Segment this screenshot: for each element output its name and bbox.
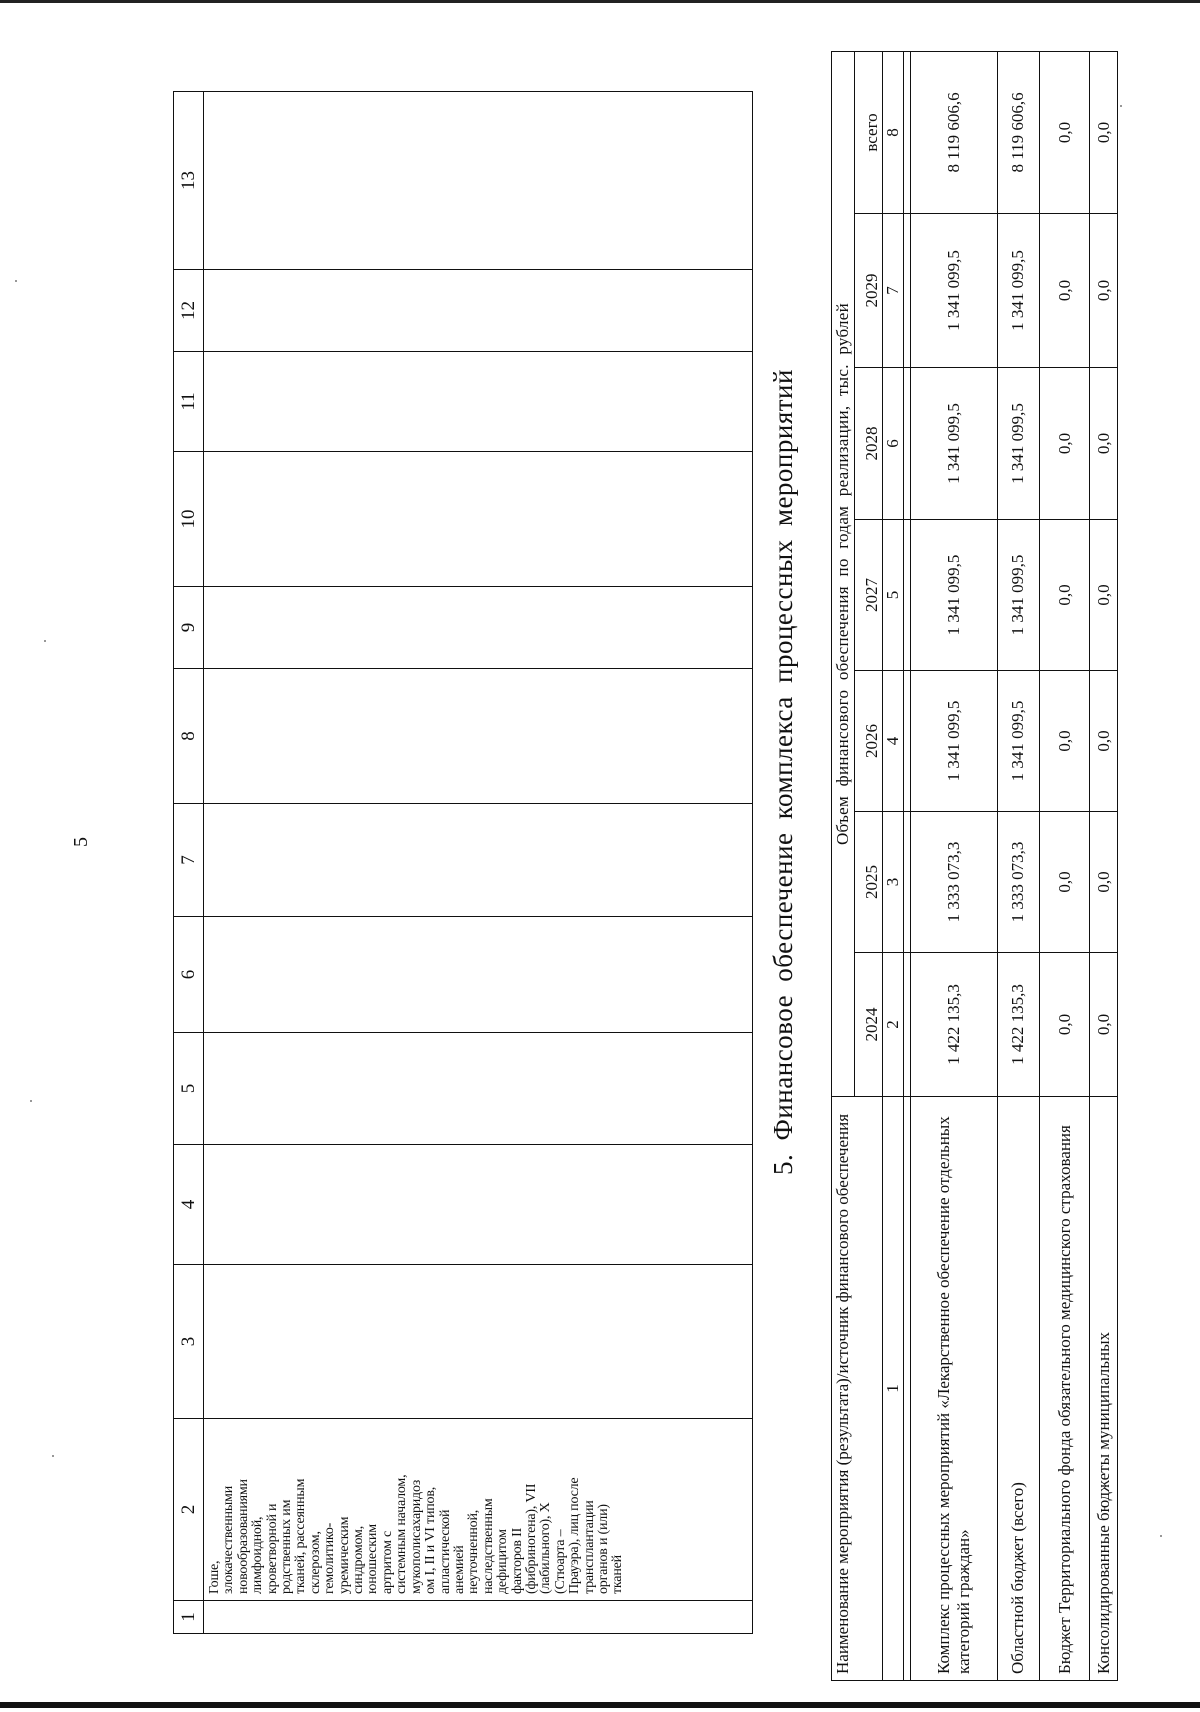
col-number: 6 (882, 368, 903, 520)
empty-cell (204, 1265, 753, 1419)
col-number: 1 (882, 1097, 903, 1681)
cell-col1 (204, 1601, 753, 1634)
gap-row (904, 51, 911, 1680)
value-cell: 1 341 099,5 (997, 671, 1039, 812)
year-header: 2027 (855, 520, 882, 671)
desc-line: кроветворной и (264, 1503, 280, 1594)
desc-line: синдромом, (351, 1525, 367, 1594)
value-cell: 0,0 (1039, 953, 1090, 1097)
desc-line: тканей, рассеянным (293, 1478, 309, 1594)
desc-line: родственных им (279, 1499, 295, 1594)
desc-line: злокачественными (221, 1486, 237, 1594)
desc-line: системным началом, (394, 1474, 410, 1594)
empty-cell (204, 669, 753, 804)
column-numbers-row (882, 51, 903, 1680)
col-header: 3 (174, 1265, 204, 1419)
scan-speck (15, 280, 17, 282)
col-header: 1 (174, 1601, 204, 1634)
col-number: 3 (882, 812, 903, 953)
value-cell: 8 119 606,6 (911, 51, 998, 213)
desc-line: Прауэра), лиц после (567, 1477, 583, 1594)
empty-cell (204, 1145, 753, 1265)
continuation-row (204, 92, 753, 1634)
finance-table (831, 51, 1118, 1681)
desc-line: ом I, II и VI типов, (423, 1486, 439, 1594)
desc-line: тканей (610, 1555, 626, 1594)
value-cell: 1 341 099,5 (911, 520, 998, 671)
value-cell: 0,0 (1090, 51, 1118, 213)
value-cell: 1 333 073,3 (997, 812, 1039, 953)
value-cell: 0,0 (1039, 671, 1090, 812)
value-cell: 0,0 (1090, 520, 1118, 671)
value-cell: 1 422 135,3 (997, 953, 1039, 1097)
col-header: 12 (174, 270, 204, 352)
value-cell: 0,0 (1039, 214, 1090, 368)
value-cell: 1 341 099,5 (997, 520, 1039, 671)
year-header: 2028 (855, 368, 882, 520)
col-header: 11 (174, 352, 204, 452)
value-cell: 0,0 (1090, 812, 1118, 953)
desc-line: органов и (или) (595, 1504, 611, 1594)
total-header: всего (855, 51, 882, 213)
value-cell: 1 341 099,5 (911, 671, 998, 812)
value-cell: 0,0 (1039, 520, 1090, 671)
empty-cell (204, 1033, 753, 1145)
col-header: 8 (174, 669, 204, 804)
desc-line: склерозом, (307, 1531, 323, 1594)
row-name: Областной бюджет (всего) (997, 1097, 1039, 1681)
desc-line: дефицитом (495, 1529, 511, 1594)
scan-speck (44, 640, 46, 642)
empty-cell (204, 587, 753, 669)
table-row (997, 51, 1039, 1680)
desc-line: мукополисахаридоз (408, 1479, 424, 1594)
year-header: 2024 (855, 953, 882, 1097)
col-number: 8 (882, 51, 903, 213)
empty-cell (204, 352, 753, 452)
desc-line: (лабильного), X (538, 1502, 554, 1594)
scan-speck (1120, 105, 1122, 107)
value-cell: 8 119 606,6 (997, 51, 1039, 213)
col-number: 5 (882, 520, 903, 671)
table-row (911, 51, 998, 1680)
scan-speck (1160, 1535, 1162, 1537)
col-header: 10 (174, 452, 204, 587)
value-cell: 0,0 (1090, 953, 1118, 1097)
continuation-header-row (174, 92, 204, 1634)
page-number: 5 (70, 837, 92, 847)
empty-cell (204, 270, 753, 352)
empty-cell (204, 917, 753, 1033)
desc-line: уремическим (336, 1516, 352, 1594)
desc-line: гемолитико- (322, 1522, 338, 1594)
value-cell: 1 341 099,5 (911, 368, 998, 520)
empty-cell (204, 452, 753, 587)
desc-line: новообразованиями (235, 1479, 251, 1594)
empty-cell (204, 92, 753, 270)
col-header: 4 (174, 1145, 204, 1265)
value-cell: 1 333 073,3 (911, 812, 998, 953)
header-volume-cell: Объем финансового обеспечения по годам реализации, тыс. рублей (832, 51, 855, 1096)
desc-line: трансплантации (581, 1500, 597, 1594)
desc-line: лимфоидной, (250, 1516, 266, 1594)
section-title: 5. Финансовое обеспечение комплекса процессных мероприятий (768, 369, 798, 1175)
value-cell: 0,0 (1090, 214, 1118, 368)
desc-line: (Стюарта – (552, 1529, 568, 1594)
scan-speck (52, 1455, 54, 1457)
desc-line: Гоше, (207, 1560, 222, 1594)
scan-speck (30, 1100, 32, 1102)
finance-header-row (832, 51, 855, 1680)
value-cell: 1 341 099,5 (997, 368, 1039, 520)
desc-line: юношеским (365, 1524, 381, 1594)
row-name: Консолидированные бюджеты муниципальных (1090, 1097, 1118, 1681)
value-cell: 1 422 135,3 (911, 953, 998, 1097)
value-cell: 0,0 (1039, 51, 1090, 213)
desc-line: неуточненной, (466, 1509, 482, 1594)
value-cell: 1 341 099,5 (911, 214, 998, 368)
desc-line: наследственным (480, 1498, 496, 1594)
value-cell: 0,0 (1039, 812, 1090, 953)
empty-cell (204, 804, 753, 917)
desc-line: апластической (437, 1509, 453, 1594)
col-header: 6 (174, 917, 204, 1033)
col-number: 4 (882, 671, 903, 812)
col-number: 7 (882, 214, 903, 368)
desc-line: (фибриногена), VII (523, 1483, 539, 1594)
value-cell: 0,0 (1039, 368, 1090, 520)
desc-line: анемией (451, 1545, 467, 1594)
year-header: 2026 (855, 671, 882, 812)
col-header: 2 (174, 1419, 204, 1601)
col-header: 5 (174, 1033, 204, 1145)
year-header: 2029 (855, 214, 882, 368)
col-number: 2 (882, 953, 903, 1097)
header-name-cell: Наименование мероприятия (результата)/источник финансового обеспечения (832, 1097, 883, 1681)
desc-line: артритом с (379, 1530, 395, 1594)
row-name: Комплекс процессных мероприятий «Лекарственное обеспечение отдельных категорий граждан» (911, 1097, 998, 1681)
value-cell: 0,0 (1090, 671, 1118, 812)
value-cell: 0,0 (1090, 368, 1118, 520)
continuation-table (173, 91, 753, 1634)
col-header: 13 (174, 92, 204, 270)
desc-line: факторов II (509, 1527, 525, 1594)
row-name: Бюджет Территориального фонда обязательного медицинского страхования (1039, 1097, 1090, 1681)
col-header: 7 (174, 804, 204, 917)
description-cell (204, 1419, 753, 1601)
year-header: 2025 (855, 812, 882, 953)
col-header: 9 (174, 587, 204, 669)
value-cell: 1 341 099,5 (997, 214, 1039, 368)
table-row (1090, 51, 1118, 1680)
table-row (1039, 51, 1090, 1680)
